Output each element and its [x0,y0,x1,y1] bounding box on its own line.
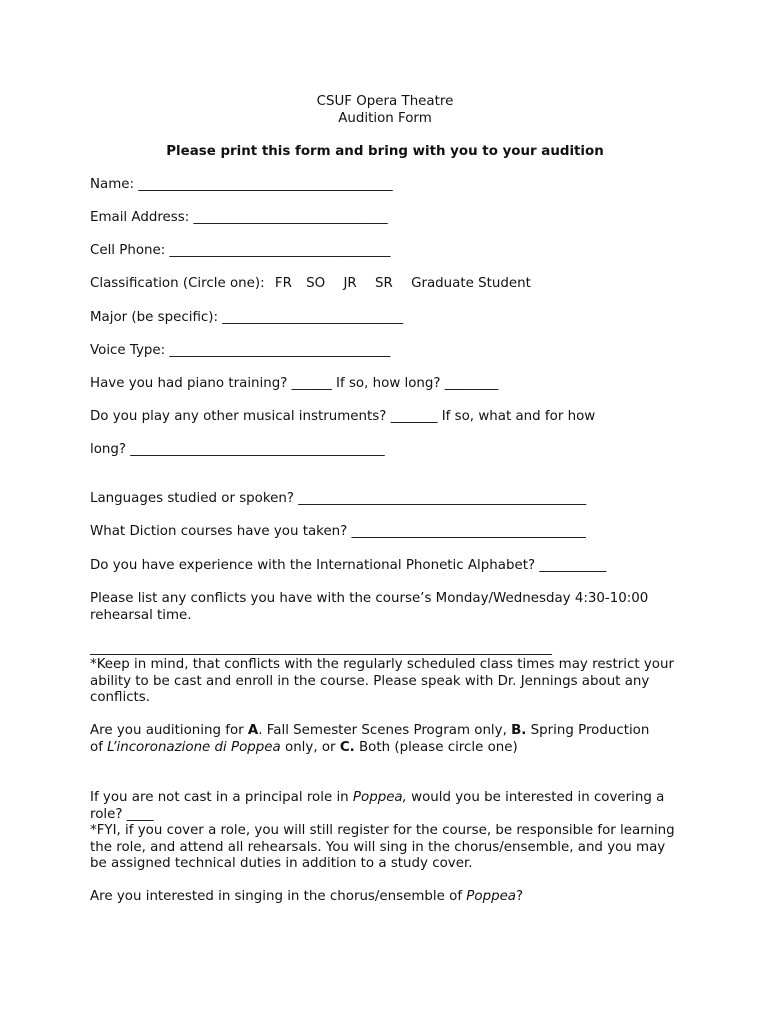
name-field: Name: ______________________________________ [90,177,393,192]
option-a-text: . Fall Semester Scenes Program only, [258,723,512,738]
cover-q-end: would you be interested in covering a role? ____ [90,790,665,822]
diction-field: What Diction courses have you taken? ___________________________________ [90,524,586,539]
class-option-so: SO [306,276,326,291]
major-field: Major (be specific): ___________________________ [90,310,404,325]
cover-question [90,790,685,823]
chorus-poppea: Poppea [466,889,517,904]
classification-label: Classification (Circle one): [90,276,265,291]
cover-poppea: Poppea, [352,790,407,805]
conflicts-note: *Keep in mind, that conflicts with the regularly scheduled class times may restrict your ability to be cast and enroll in the course. Please speak with Dr. Jennings about any conflicts. [90,657,674,705]
languages-field: Languages studied or spoken? ___________________________________________ [90,491,587,506]
email-field: Email Address: _____________________________ [90,210,388,225]
piano-training-field: Have you had piano training? ______ If so, how long? ________ [90,376,499,391]
form-title: Audition Form [338,111,432,126]
chorus-question [90,889,523,906]
instruments-field-line2: long? ______________________________________ [90,442,385,457]
cell-phone-field: Cell Phone: _________________________________ [90,243,391,258]
option-c-text: Both (please circle one) [354,739,518,755]
ipa-field: Do you have experience with the International Phonetic Alphabet? __________ [90,558,607,573]
class-option-fr: FR [274,276,292,291]
chorus-q-start: Are you interested in singing in the chorus/ensemble of [90,889,467,904]
org-title: CSUF Opera Theatre [316,94,454,109]
audition-q-start: Are you auditioning for [90,723,248,738]
audition-of: of [90,739,108,755]
class-option-grad: Graduate Student [411,276,531,291]
option-b-text: Spring Production [526,723,650,738]
classification-field [90,276,531,293]
class-option-jr: JR [343,276,357,291]
conflicts-question: Please list any conflicts you have with the course’s Monday/Wednesday 4:30-10:00 rehearsal time. [90,591,649,623]
cover-note: *FYI, if you cover a role, you will still register for the course, be responsible for learning the role, and attend all rehearsals. You will sing in the chorus/ensemble, and you may be assigned technical duties in addition to a study cover. [90,823,675,871]
instruments-field-line1: Do you play any other musical instruments? _______ If so, what and for how [90,409,596,424]
class-option-sr: SR [375,276,393,291]
option-c-letter: C. [339,739,355,755]
opera-title: L’incoronazione di Poppea [107,739,281,755]
option-b-letter: B. [511,723,527,738]
audition-only-or: only, or [280,739,340,755]
audition-choice-question [90,723,685,756]
conflicts-blank: _____________________________________________________________________ [90,641,552,656]
option-a-letter: A [247,723,259,738]
voice-type-field: Voice Type: _________________________________ [90,343,391,358]
chorus-q-end: ? [516,889,524,904]
cover-q-start: If you are not cast in a principal role in [90,790,353,805]
instruction-heading: Please print this form and bring with you to your audition [166,144,604,159]
